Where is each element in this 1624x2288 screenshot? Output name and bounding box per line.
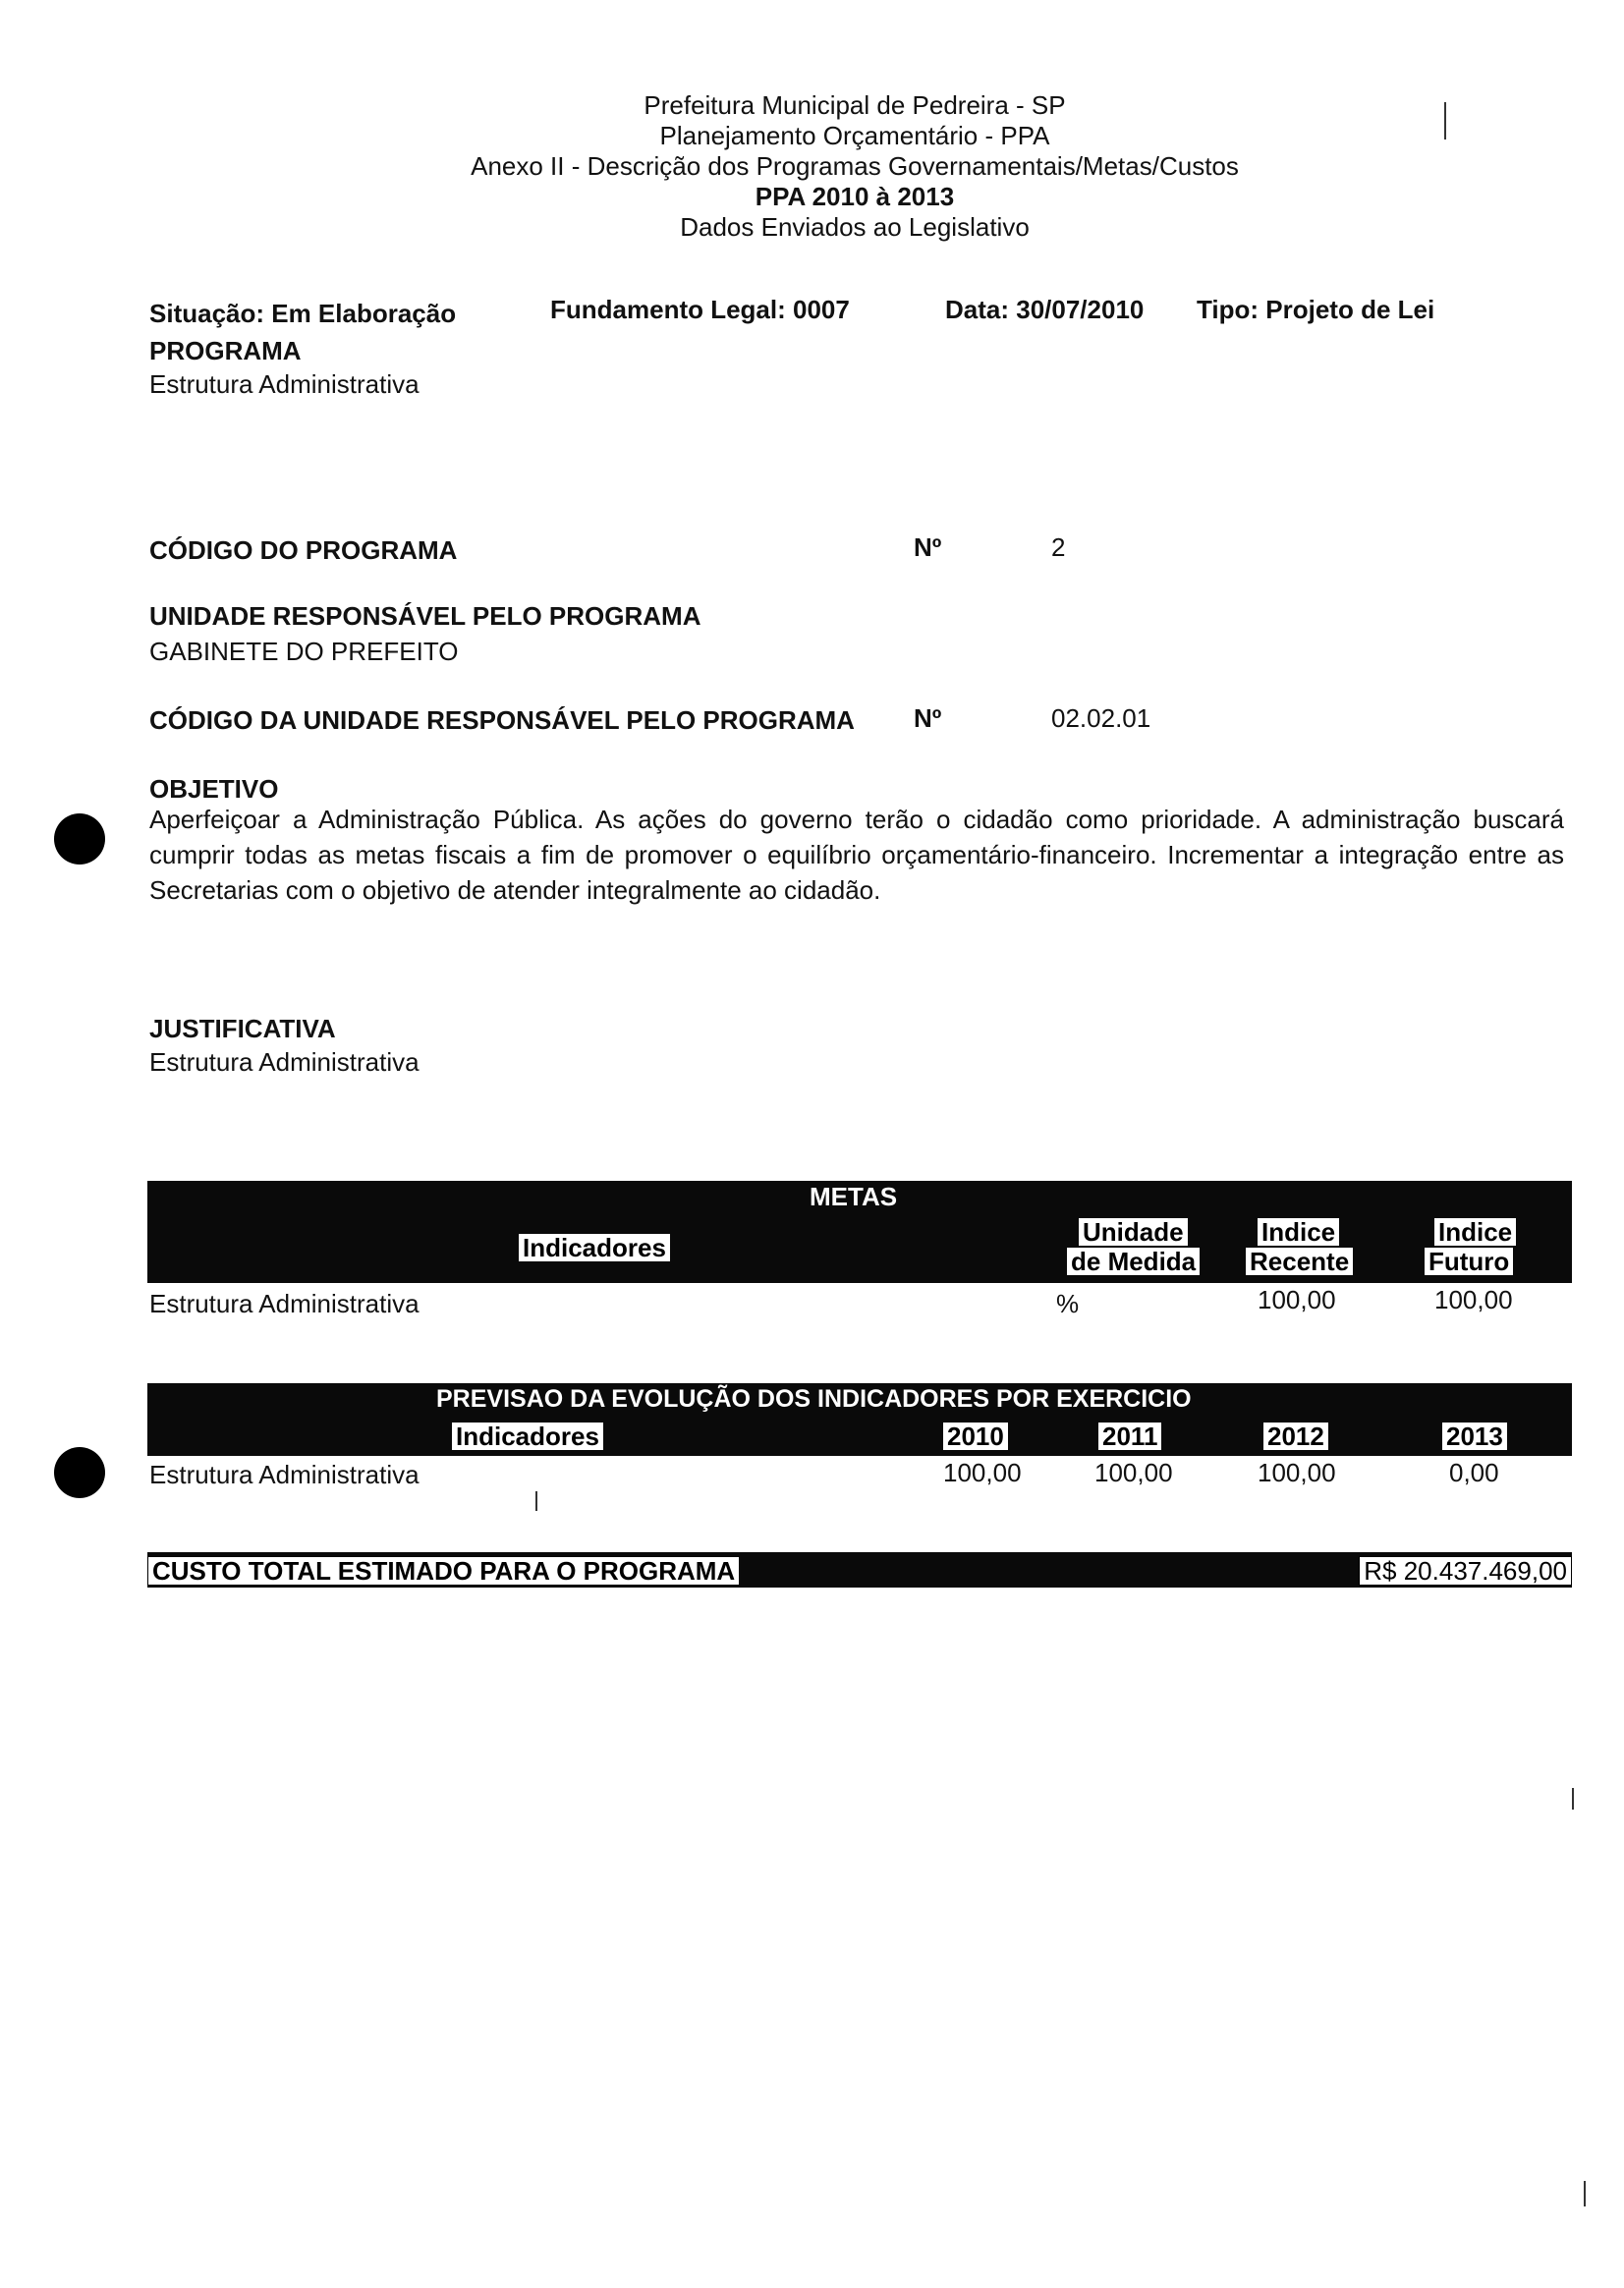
programa-value: Estrutura Administrativa bbox=[149, 369, 420, 399]
previsao-row-2012: 100,00 bbox=[1258, 1458, 1336, 1487]
previsao-header-bar bbox=[147, 1383, 1572, 1456]
tipo-label: Tipo: Projeto de Lei bbox=[1197, 295, 1435, 324]
codigo-programa-no: Nº bbox=[914, 532, 942, 562]
header-sent: Dados Enviados ao Legislativo bbox=[680, 212, 1030, 242]
previsao-year-2010: 2010 bbox=[943, 1423, 1008, 1450]
metas-col-indicadores: Indicadores bbox=[519, 1234, 670, 1261]
metas-col-unidade-2: de Medida bbox=[1067, 1248, 1200, 1275]
custo-bar bbox=[147, 1552, 1572, 1588]
previsao-title: PREVISAO DA EVOLUÇÃO DOS INDICADORES POR EXERCICIO bbox=[432, 1385, 1196, 1413]
data-label: Data: 30/07/2010 bbox=[945, 295, 1145, 324]
metas-row-futuro: 100,00 bbox=[1434, 1285, 1513, 1314]
scan-mark bbox=[1584, 2181, 1586, 2206]
objetivo-label: OBJETIVO bbox=[149, 774, 279, 804]
metas-col-recente-1: Indice bbox=[1258, 1218, 1339, 1246]
header-period: PPA 2010 à 2013 bbox=[755, 182, 955, 211]
objetivo-text: Aperfeiçoar a Administração Pública. As ações do governo terão o cidadão como prioridade. A administração buscará cumprir todas as metas fiscais a fim de promover o equilíbrio orçamentário-financeiro. Incrementar a integração entre as Secretarias com o objetivo de atender integralmente ao cidadão. bbox=[149, 805, 1564, 905]
previsao-col-indicadores: Indicadores bbox=[452, 1423, 603, 1450]
document-header bbox=[0, 90, 1624, 243]
header-annex: Anexo II - Descrição dos Programas Governamentais/Metas/Custos bbox=[471, 151, 1239, 181]
metas-col-futuro-1: Indice bbox=[1434, 1218, 1516, 1246]
previsao-row-2011: 100,00 bbox=[1094, 1458, 1173, 1487]
metas-title: METAS bbox=[806, 1183, 901, 1210]
codigo-programa-value: 2 bbox=[1051, 532, 1066, 562]
custo-label: CUSTO TOTAL ESTIMADO PARA O PROGRAMA bbox=[147, 1556, 740, 1586]
scan-mark bbox=[1572, 1788, 1574, 1810]
scan-mark bbox=[1444, 102, 1446, 140]
punch-hole-bottom bbox=[54, 1447, 105, 1498]
scan-mark bbox=[535, 1491, 537, 1511]
previsao-year-2012: 2012 bbox=[1263, 1423, 1328, 1450]
justificativa-value: Estrutura Administrativa bbox=[149, 1047, 420, 1077]
unidade-value: GABINETE DO PREFEITO bbox=[149, 637, 459, 666]
metas-header-bar bbox=[147, 1181, 1572, 1283]
previsao-year-2011: 2011 bbox=[1098, 1423, 1161, 1450]
unidade-label: UNIDADE RESPONSÁVEL PELO PROGRAMA bbox=[149, 601, 701, 631]
programa-label: PROGRAMA bbox=[149, 336, 302, 365]
previsao-year-2013: 2013 bbox=[1442, 1423, 1507, 1450]
punch-hole-top bbox=[54, 813, 105, 865]
metas-col-unidade-1: Unidade bbox=[1079, 1218, 1188, 1246]
codigo-programa-label: CÓDIGO DO PROGRAMA bbox=[149, 535, 458, 565]
custo-value: R$ 20.437.469,00 bbox=[1359, 1556, 1572, 1586]
metas-col-futuro-2: Futuro bbox=[1425, 1248, 1513, 1275]
previsao-row-indicador: Estrutura Administrativa bbox=[149, 1460, 420, 1489]
situacao-label: Situação: Em Elaboração bbox=[149, 299, 457, 328]
codigo-unidade-no: Nº bbox=[914, 703, 942, 733]
header-municipality: Prefeitura Municipal de Pedreira - SP bbox=[644, 90, 1066, 120]
fundamento-label: Fundamento Legal: 0007 bbox=[550, 295, 850, 324]
metas-row-indicador: Estrutura Administrativa bbox=[149, 1289, 420, 1318]
metas-row-recente: 100,00 bbox=[1258, 1285, 1336, 1314]
previsao-row-2013: 0,00 bbox=[1449, 1458, 1499, 1487]
header-planning: Planejamento Orçamentário - PPA bbox=[659, 121, 1050, 150]
previsao-row-2010: 100,00 bbox=[943, 1458, 1022, 1487]
metas-row-unidade: % bbox=[1056, 1289, 1080, 1318]
codigo-unidade-value: 02.02.01 bbox=[1051, 703, 1151, 733]
metas-col-recente-2: Recente bbox=[1246, 1248, 1353, 1275]
justificativa-label: JUSTIFICATIVA bbox=[149, 1014, 336, 1043]
codigo-unidade-label: CÓDIGO DA UNIDADE RESPONSÁVEL PELO PROGRAMA bbox=[149, 705, 855, 735]
